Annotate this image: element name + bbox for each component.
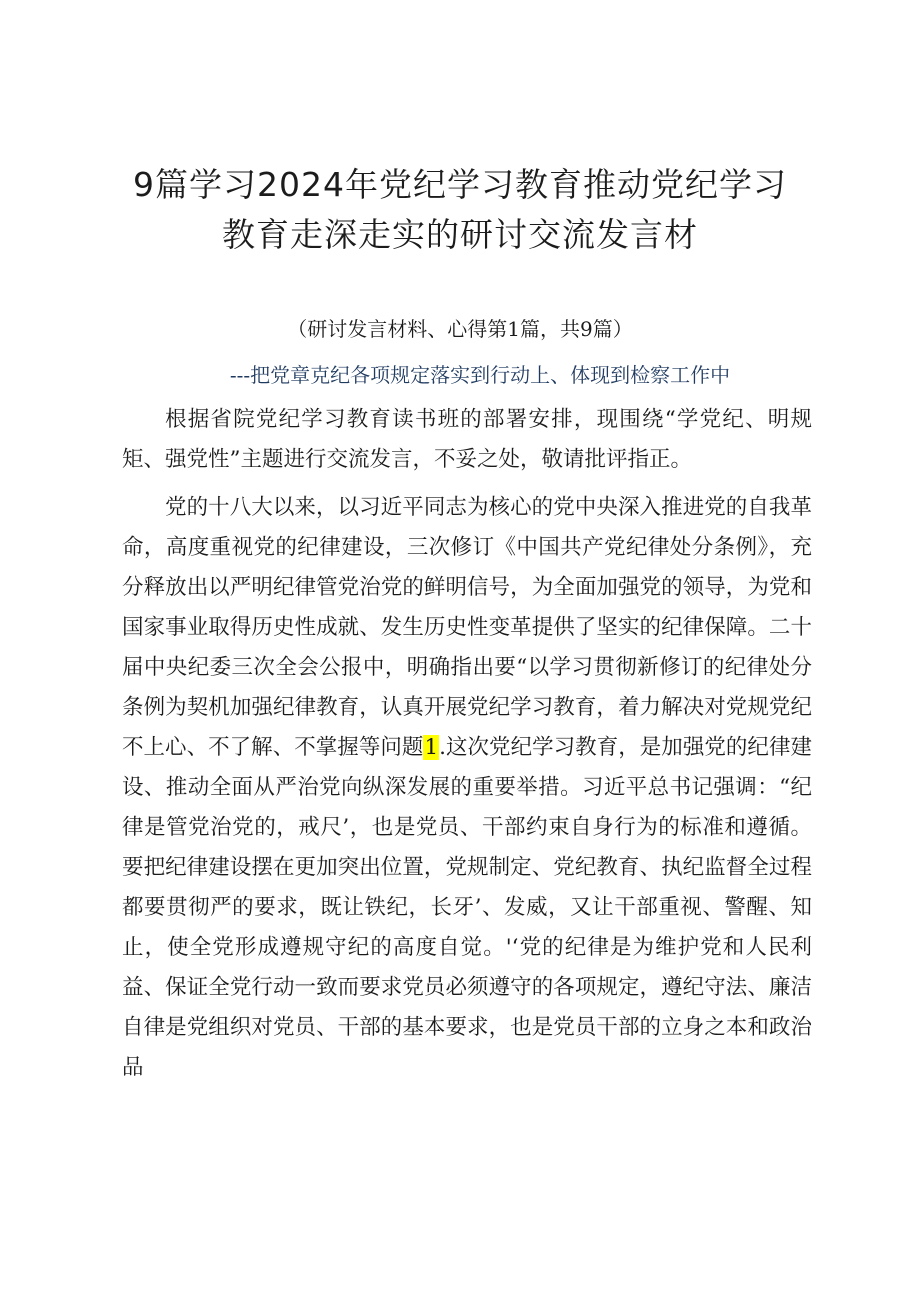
paragraph-2 [122,488,812,1088]
title-line-1: 9篇学习2024年党纪学习教育推动党纪学习 [133,165,787,204]
paragraph-2-text-after: .这次党纪学习教育，是加强党的纪律建设、推动全面从严治党向纵深发展的重要举措。习近平总书记强调：“纪律是管党治党的，戒尺’，也是党员、干部约束自身行为的标准和遵循。要把纪律建设摆在更加突出位置，党规制定、党纪教育、执纪监督全过程都要贯彻严的要求，既让铁纪，长牙’、发威，又让干部重视、警醒、知止，使全党形成遵规守纪的高度自觉。'‘党的纪律是为维护党和人民利益、保证全党行动一致而要求党员必须遵守的各项规定，遵纪守法、廉洁自律是党组织对党员、干部的基本要求，也是党员干部的立身之本和政治品 [122,735,812,1080]
paragraph-1: 根据省院党纪学习教育读书班的部署安排，现围绕“学党纪、明规矩、强党性”主题进行交流发言，不妥之处，敬请批评指正。 [122,407,812,472]
document-title [60,160,860,260]
title-line-2: 教育走深走实的研讨交流发言材 [222,215,698,254]
highlighted-footnote-mark: 1 [424,735,439,760]
document-subtitle: （研讨发言材料、心得第1篇，共9篇） [287,317,633,341]
document-theme-line: ---把党章克纪各项规定落实到行动上、体现到检察工作中 [229,363,731,387]
paragraph-2-text-before: 党的十八大以来，以习近平同志为核心的党中央深入推进党的自我革命，高度重视党的纪律建设，三次修订《中国共产党纪律处分条例》，充分释放出以严明纪律管党治党的鲜明信号，为全面加强党的领导，为党和国家事业取得历史性成就、发生历史性变革提供了坚实的纪律保障。二十届中央纪委三次全会公报中，明确指出要“以学习贯彻新修订的纪律处分条例为契机加强纪律教育，认真开展党纪学习教育，着力解决对党规党纪不上心、不了解、不掌握等问题 [122,495,812,760]
document-body [122,400,812,1096]
